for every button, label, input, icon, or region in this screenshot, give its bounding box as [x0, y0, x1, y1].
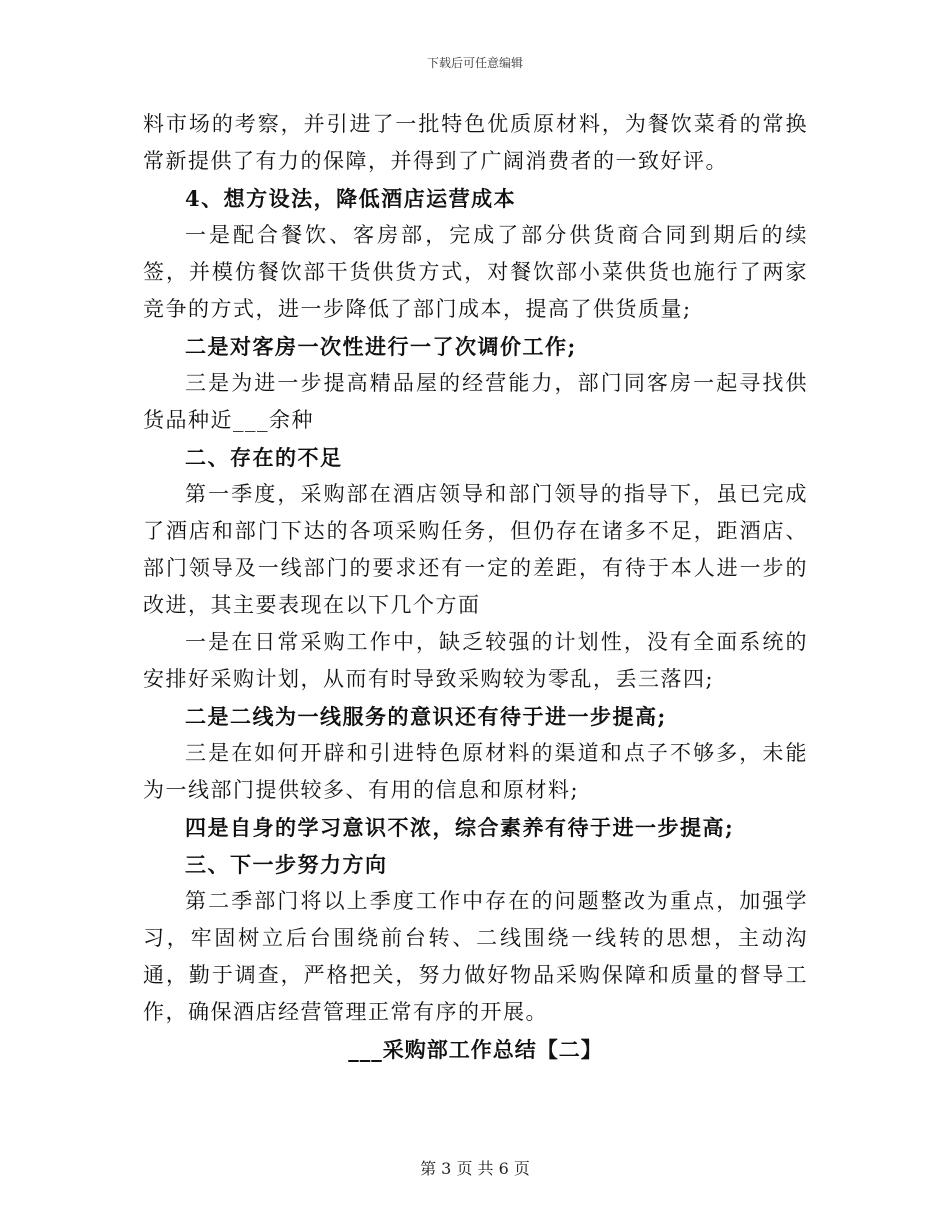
page-footer: 第 3 页 共 6 页 [420, 1159, 530, 1178]
paragraph-second-quarter: 第二季部门将以上季度工作中存在的问题整改为重点，加强学习，牢固树立后台围绕前台转、二线围绕一线转的思想，主动沟通，勤于调查，严格把关，努力做好物品采购保障和质量的督导工作，确保酒店经营管理正常有序的开展。 [143, 889, 808, 1024]
document-body [143, 106, 808, 1068]
heading-reduce-costs: 4、想方设法，降低酒店运营成本 [185, 186, 517, 211]
paragraph-first-quarter: 第一季度，采购部在酒店领导和部门领导的指导下，虽已完成了酒店和部门下达的各项采购任务，但仍存在诸多不足，距酒店、部门领导及一线部门的要求还有一定的差距，有待于本人进一步的改进，其主要表现在以下几个方面 [143, 482, 808, 617]
page-header: 下载后可任意编辑 [426, 56, 523, 70]
paragraph-shortcoming-four: 四是自身的学习意识不浓，综合素养有待于进一步提高; [185, 815, 735, 840]
heading-shortcomings: 二、存在的不足 [185, 445, 343, 470]
section-title: ___采购部工作总结【二】 [348, 1037, 603, 1062]
paragraph-shortcoming-two: 二是二线为一线服务的意识还有待于进一步提高; [185, 704, 667, 729]
paragraph-shortcoming-one: 一是在日常采购工作中，缺乏较强的计划性，没有全面系统的安排好采购计划，从而有时导致采购较为零乱，丢三落四; [143, 630, 808, 691]
paragraph-continuation: 料市场的考察，并引进了一批特色优质原材料，为餐饮菜肴的常换常新提供了有力的保障，并得到了广阔消费者的一致好评。 [143, 112, 808, 173]
paragraph-item-three: 三是为进一步提高精品屋的经营能力，部门同客房一起寻找供货品种近___余种 [143, 371, 808, 432]
heading-next-steps: 三、下一步努力方向 [185, 852, 388, 877]
paragraph-item-one: 一是配合餐饮、客房部，完成了部分供货商合同到期后的续签，并模仿餐饮部干货供货方式，对餐饮部小菜供货也施行了两家竞争的方式，进一步降低了部门成本，提高了供货质量; [143, 223, 808, 321]
paragraph-item-two: 二是对客房一次性进行一了次调价工作; [185, 334, 577, 359]
paragraph-shortcoming-three: 三是在如何开辟和引进特色原材料的渠道和点子不够多，未能为一线部门提供较多、有用的信息和原材料; [143, 741, 808, 802]
